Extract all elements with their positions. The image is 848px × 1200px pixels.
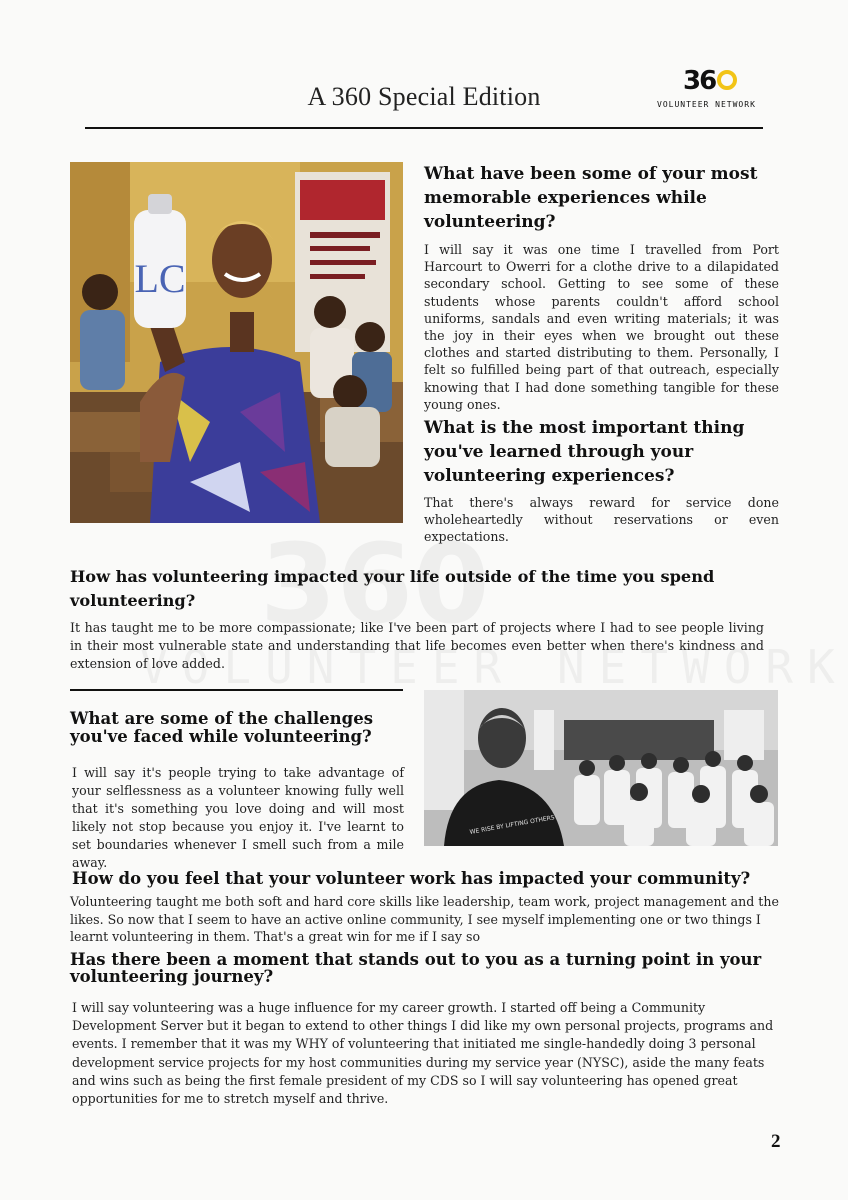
- question-heading: Has there been a moment that stands out to you as a turning point in your volunteering journey?: [70, 950, 762, 986]
- shirt-print: WE RISE BY LIFTING OTHERS: [469, 814, 556, 836]
- question-heading: What have been some of your most memorable experiences while volunteering?: [424, 164, 758, 232]
- brand-logo: [655, 66, 765, 112]
- answer-paragraph: It has taught me to be more compassionate; like I've been part of projects where I had to see people living in their most vulnerable state and understanding that life becomes even better when there's kindness and extension of love added.: [70, 620, 764, 671]
- volunteer-classroom-photo: [70, 162, 403, 523]
- answer-paragraph: Volunteering taught me both soft and hard core skills like leadership, team work, project management and the likes. So now that I seem to have an active online community, I see myself implementing one or two things I learnt volunteering in them. That's a great win for me if I say so: [70, 894, 779, 945]
- logo-mark-icon: 36: [683, 66, 737, 96]
- header-divider: [85, 127, 763, 129]
- answer-paragraph: I will say it was one time I travelled from Port Harcourt to Owerri for a clothe drive to a dilapidated secondary school. Getting to see some of these students whose parents couldn't afford school uniforms, sandals and even writing materials; it was the joy in their eyes when we brought out these clothes and started distributing to them. Personally, I felt so fulfilled being part of that outreach, especially knowing that I had done something tangible for these young ones.: [424, 242, 779, 412]
- page-title: A 360 Special Edition: [307, 82, 541, 111]
- question-heading: What is the most important thing you've learned through your volunteering experiences?: [424, 418, 745, 486]
- question-heading: What are some of the challenges you've faced while volunteering?: [70, 709, 374, 746]
- answer-paragraph: I will say volunteering was a huge influence for my career growth. I started off being a Community Development Server but it began to extend to other things I did like my own personal projects, programs and events. I remember that it was my WHY of volunteering that initiated me single-handedly doing 3 personal development service projects for my host communities during my service year (NYSC), aside the many feats and wins such as being the first female president of my CDS so I will say volunteering has opened great opportunities for me to stretch myself and thrive.: [72, 1000, 774, 1107]
- outreach-classroom-photo: [424, 690, 778, 846]
- page-number: 2: [771, 1131, 781, 1152]
- answer-paragraph: That there's always reward for service done wholeheartedly without reservations or even expectations.: [424, 495, 779, 545]
- section-divider: [70, 689, 403, 691]
- question-heading: How has volunteering impacted your life outside of the time you spend volunteering?: [70, 567, 715, 610]
- answer-paragraph: I will say it's people trying to take advantage of your selflessness as a volunteer knowing fully well that it's something you love doing and will most likely not stop because you enjoy it. I've learnt to set boundaries whenever I smell such from a mile away.: [72, 765, 404, 870]
- logo-text: VOLUNTEER NETWORK: [657, 100, 756, 109]
- bottle-print: LC: [134, 256, 186, 301]
- question-heading: How do you feel that your volunteer work has impacted your community?: [72, 869, 751, 888]
